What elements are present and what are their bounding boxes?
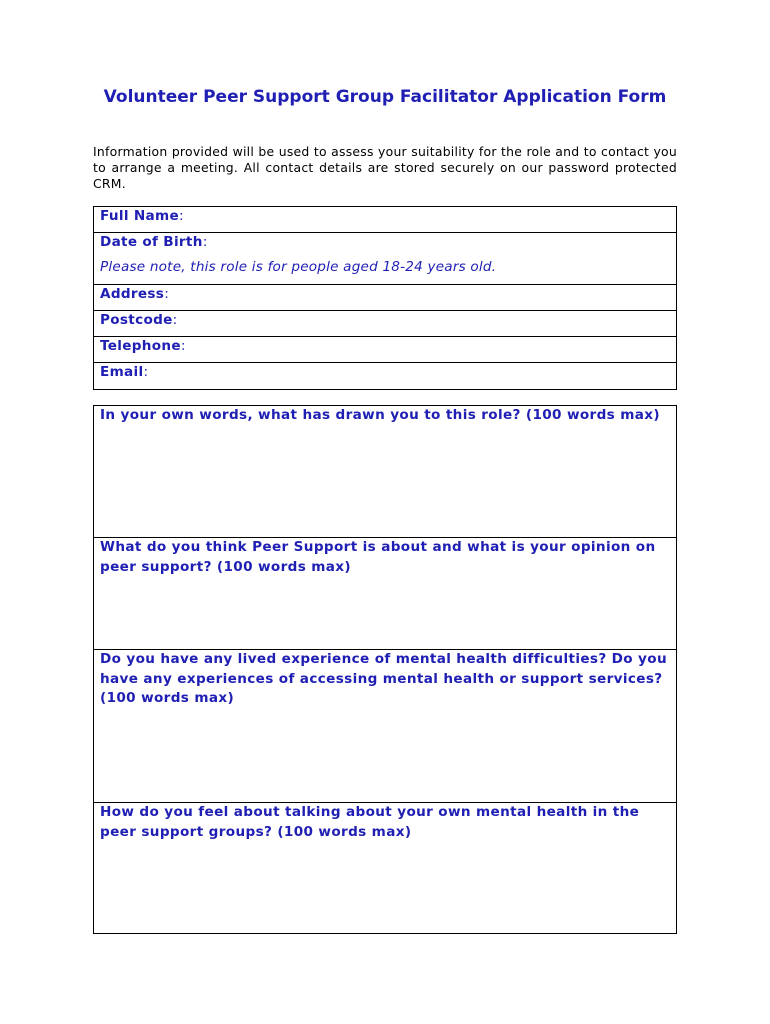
full-name-label: Full Name bbox=[100, 208, 179, 224]
email-label: Email bbox=[100, 364, 144, 380]
date-of-birth-row bbox=[94, 233, 677, 285]
email-colon: : bbox=[143, 364, 149, 380]
address-colon: : bbox=[164, 286, 170, 302]
question-text-3: Do you have any lived experience of mental health difficulties? Do you have any experiences of accessing mental health or support services? (100 words max) bbox=[100, 651, 667, 706]
question-answer-box-2[interactable] bbox=[94, 538, 677, 650]
postcode-field[interactable] bbox=[94, 311, 677, 337]
question-text-1: In your own words, what has drawn you to this role? (100 words max) bbox=[100, 407, 660, 423]
question-answer-box-1[interactable] bbox=[94, 406, 677, 538]
question-row bbox=[94, 406, 677, 538]
question-text-4: How do you feel about talking about your own mental health in the peer support groups? (100 words max) bbox=[100, 804, 640, 840]
telephone-colon: : bbox=[180, 338, 186, 354]
question-answer-box-4[interactable] bbox=[94, 803, 677, 934]
question-row bbox=[94, 650, 677, 803]
question-answer-box-3[interactable] bbox=[94, 650, 677, 803]
question-text-2: What do you think Peer Support is about and what is your opinion on peer support? (100 words max) bbox=[100, 539, 656, 575]
date-of-birth-colon: : bbox=[202, 234, 208, 250]
postcode-row bbox=[94, 311, 677, 337]
question-row bbox=[94, 803, 677, 934]
date-of-birth-label: Date of Birth bbox=[100, 234, 203, 250]
questions-table bbox=[93, 405, 677, 934]
address-field[interactable] bbox=[94, 285, 677, 311]
address-row bbox=[94, 285, 677, 311]
personal-details-table bbox=[93, 206, 677, 390]
intro-paragraph: Information provided will be used to assess your suitability for the role and to contact you to arrange a meeting. All contact details are stored securely on our password protected CRM. bbox=[93, 144, 677, 191]
date-of-birth-field[interactable] bbox=[94, 233, 677, 285]
telephone-row bbox=[94, 337, 677, 363]
full-name-colon: : bbox=[178, 208, 184, 224]
telephone-label: Telephone bbox=[100, 338, 181, 354]
full-name-row bbox=[94, 207, 677, 233]
full-name-field[interactable] bbox=[94, 207, 677, 233]
email-field[interactable] bbox=[94, 363, 677, 390]
address-label: Address bbox=[100, 286, 165, 302]
email-row bbox=[94, 363, 677, 390]
age-requirement-note: Please note, this role is for people aged 18-24 years old. bbox=[100, 259, 497, 275]
page-title: Volunteer Peer Support Group Facilitator Application Form bbox=[103, 87, 667, 107]
postcode-label: Postcode bbox=[100, 312, 173, 328]
postcode-colon: : bbox=[172, 312, 178, 328]
telephone-field[interactable] bbox=[94, 337, 677, 363]
question-row bbox=[94, 538, 677, 650]
